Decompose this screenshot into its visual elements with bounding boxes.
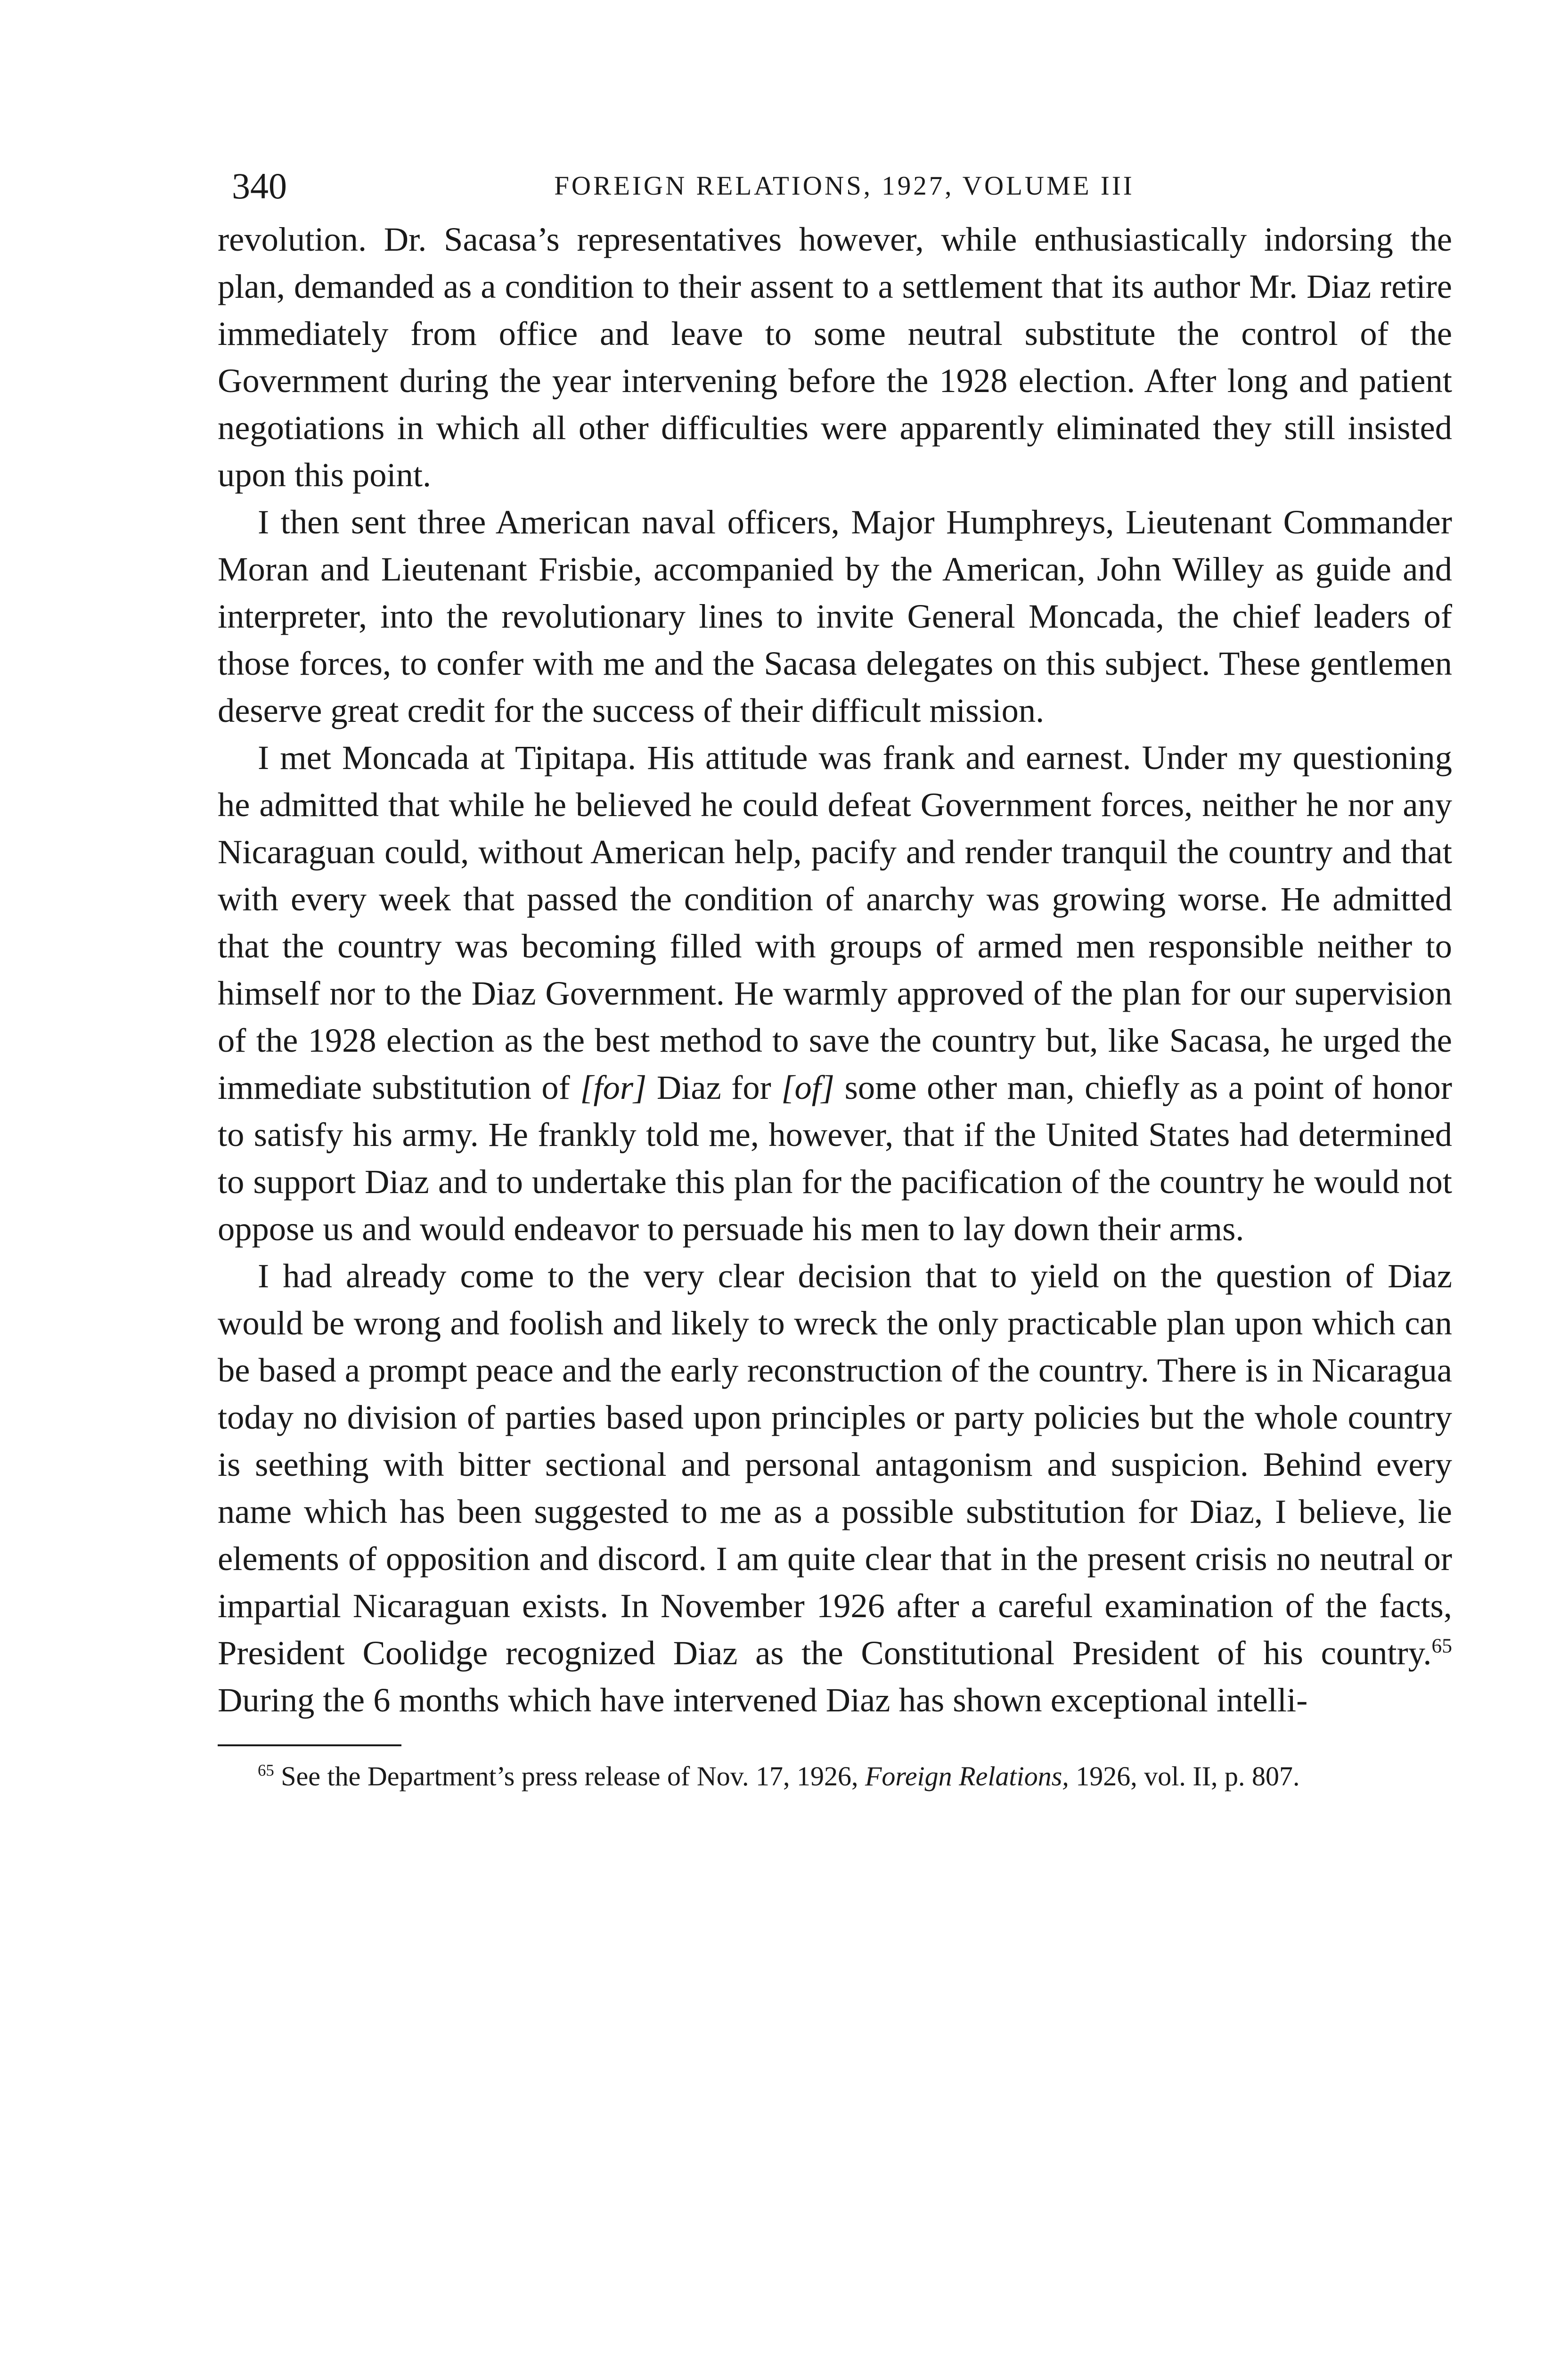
body-text [218, 216, 1452, 1724]
editorial-bracket: [for] [580, 1068, 647, 1106]
paragraph-text: some other man, chiefly as a point of honor to satisfy his army. He frankly told me, however, that if the United States had determined to support Diaz and to undertake this plan for the pacification of the country he would not oppose us and would endeavor to persuade his men to lay down their arms. [218, 1068, 1453, 1248]
document-page [218, 160, 1452, 1793]
footnote-reference: 65 [1431, 1634, 1452, 1657]
footnote-text: 1926, vol. II, p. 807. [1076, 1761, 1300, 1792]
running-head: FOREIGN RELATIONS, 1927, VOLUME III [554, 171, 1135, 201]
paragraph-text: I then sent three American naval officers, Major Humphreys, Lieutenant Commander Moran and Lieutenant Frisbie, accompanied by the American, John Willey as guide and interpreter, into the revolutionary lines to invite General Moncada, the chief leaders of those forces, to confer with me and the Sacasa delegates on this subject. These gentlemen deserve great credit for the success of their difficult mission. [218, 503, 1452, 729]
paragraph-continued [218, 216, 1452, 499]
paragraph-text: Diaz for [656, 1068, 771, 1106]
footnote-divider [218, 1744, 401, 1746]
page-number: 340 [232, 165, 287, 206]
paragraph-text: revolution. Dr. Sacasa’s representatives however, while enthusiastically indorsing the plan, demanded as a condition to their assent to a settlement that its author Mr. Diaz retire immediately from office and leave to some neutral substitute the control of the Government during the year intervening before the 1928 election. After long and patient negotiations in which all other difficulties were apparently eliminated they still insisted upon this point. [218, 220, 1452, 494]
paragraph-text: During the 6 months which have intervened Diaz has shown exceptional intelli- [218, 1681, 1308, 1719]
paragraph-text: I had already come to the very clear decision that to yield on the question of Diaz would be wrong and foolish and likely to wreck the only practicable plan upon which can be based a prompt peace and the early reconstruction of the country. There is in Nicaragua today no division of parties based upon principles or party policies but the whole country is seething with bitter sectional and personal antagonism and suspicion. Behind every name which has been suggested to me as a possible substitution for Diaz, I believe, lie elements of opposition and discord. I am quite clear that in the present crisis no neutral or impartial Nicaraguan exists. In November 1926 after a careful examination of the facts, President Coolidge recognized Diaz as the Constitutional President of his country. [218, 1257, 1452, 1672]
paragraph [218, 734, 1452, 1252]
paragraph [218, 1252, 1452, 1724]
paragraph-text: I met Moncada at Tipitapa. His attitude was frank and earnest. Under my questioning he admitted that while he believed he could defeat Government forces, neither he nor any Nicaraguan could, without American help, pacify and render tranquil the country and that with every week that passed the condition of anarchy was growing worse. He admitted that the country was becoming filled with groups of armed men responsible neither to himself nor to the Diaz Government. He warmly approved of the plan for our supervision of the 1928 election as the best method to save the country but, like Sacasa, he urged the immediate substitution of [218, 738, 1452, 1106]
footnote-mark: 65 [258, 1761, 274, 1780]
paragraph [218, 499, 1452, 734]
footnote-italic-title: Foreign Relations, [865, 1761, 1069, 1792]
editorial-bracket: [of] [781, 1068, 835, 1106]
footnote-text: See the Department’s press release of Nov. 17, 1926, [281, 1761, 858, 1792]
page-header [218, 160, 1452, 212]
footnote [218, 1759, 1452, 1793]
